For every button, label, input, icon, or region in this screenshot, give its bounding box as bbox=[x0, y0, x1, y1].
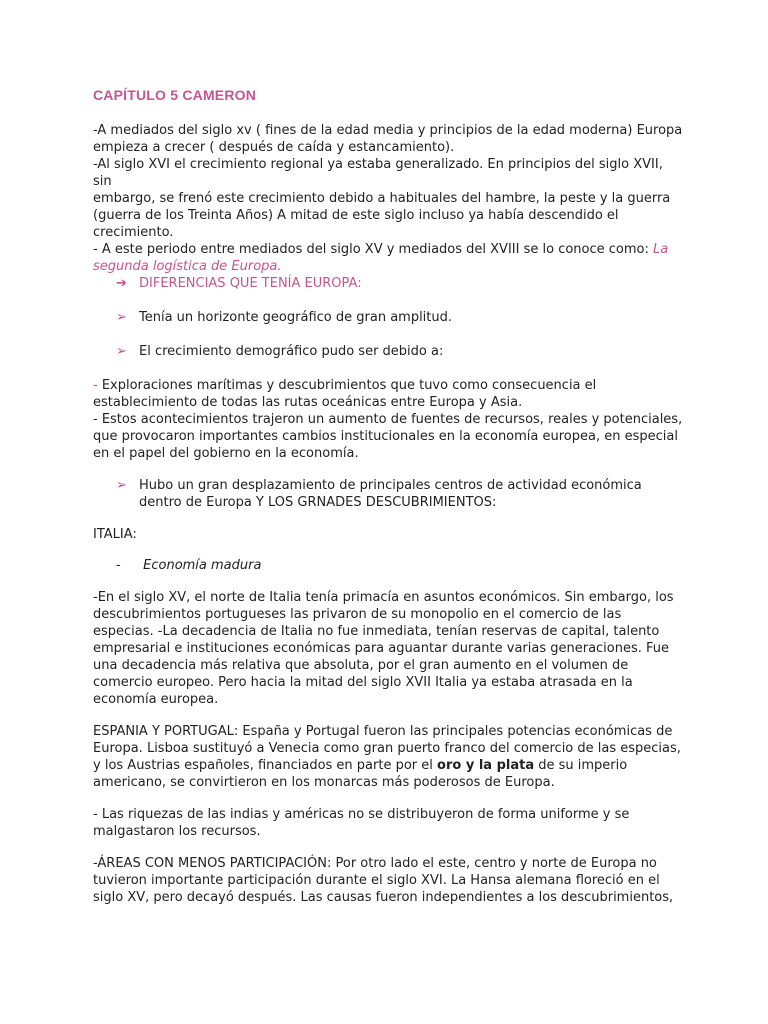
list-item bbox=[116, 477, 676, 511]
text-line: en el papel del gobierno en la economía. bbox=[93, 446, 359, 461]
text-line: descubrimientos portugueses las privaron de su monopolio en el comercio de las bbox=[93, 607, 622, 622]
text-line: malgastaron los recursos. bbox=[93, 824, 261, 839]
text-span: - A este periodo entre mediados del siglo XV y mediados del XVIII se lo conoce como: bbox=[93, 242, 653, 257]
text-line: empieza a crecer ( después de caída y estancamiento). bbox=[93, 140, 455, 155]
text-line: crecimiento. bbox=[93, 225, 174, 240]
text-line: especias. -La decadencia de Italia no fue inmediata, tenían reservas de capital, talento bbox=[93, 624, 660, 639]
text-line: -Al siglo XVI el crecimiento regional ya estaba generalizado. En principios del siglo XVII, sin bbox=[93, 157, 663, 189]
arrow-icon: ➔ bbox=[116, 276, 127, 291]
text-span: Exploraciones marítimas y descubrimientos que tuvo como consecuencia el bbox=[97, 378, 597, 393]
text-line bbox=[93, 377, 683, 394]
heading-bullet bbox=[116, 275, 676, 292]
arrowhead-icon: ➢ bbox=[116, 310, 127, 325]
bold-term: oro y la plata bbox=[437, 758, 535, 773]
text-span: de su imperio bbox=[534, 758, 628, 773]
bullet-text: El crecimiento demográfico pudo ser debido a: bbox=[139, 344, 444, 359]
arrowhead-icon: ➢ bbox=[116, 344, 127, 359]
text-line: -A mediados del siglo xv ( fines de la edad media y principios de la edad moderna) Europa bbox=[93, 123, 683, 138]
text-line bbox=[93, 258, 683, 275]
text-line: empresarial e instituciones económicas para aguantar durante varias generaciones. Fue bbox=[93, 641, 670, 656]
dash-mark: - bbox=[93, 378, 98, 393]
text-line: - Las riquezas de las indias y américas no se distribuyeron de forma uniforme y se bbox=[93, 807, 630, 822]
text-line bbox=[93, 241, 683, 258]
chapter-title: CAPÍTULO 5 CAMERON bbox=[93, 87, 257, 103]
text-line: ESPANIA Y PORTUGAL: España y Portugal fueron las principales potencias económicas de bbox=[93, 724, 673, 739]
highlight-term: La bbox=[653, 242, 669, 257]
text-line: Europa. Lisboa sustituyó a Venecia como gran puerto franco del comercio de las especias, bbox=[93, 741, 681, 756]
text-line: (guerra de los Treinta Años) A mitad de este siglo incluso ya había descendido el bbox=[93, 208, 619, 223]
paragraph bbox=[93, 589, 683, 708]
text-line: que provocaron importantes cambios institucionales en la economía europea, en especial bbox=[93, 429, 678, 444]
bullet-text: DIFERENCIAS QUE TENÍA EUROPA: bbox=[139, 276, 362, 291]
list-item bbox=[116, 309, 676, 326]
text-line bbox=[93, 757, 683, 774]
text-line: Hubo un gran desplazamiento de principales centros de actividad económica bbox=[139, 478, 642, 493]
text-line: una decadencia más relativa que absoluta, por el gran aumento en el volumen de bbox=[93, 658, 629, 673]
text-line: - Estos acontecimientos trajeron un aumento de fuentes de recursos, reales y potenciales, bbox=[93, 412, 683, 427]
paragraph bbox=[93, 855, 683, 906]
bullet-text bbox=[139, 477, 669, 511]
highlight-term: segunda logística de Europa. bbox=[93, 259, 282, 274]
bullet-text: Tenía un horizonte geográfico de gran amplitud. bbox=[139, 310, 453, 325]
text-line: -En el siglo XV, el norte de Italia tenía primacía en asuntos económicos. Sin embargo, los bbox=[93, 590, 674, 605]
text-line: americano, se convirtieron en los monarcas más poderosos de Europa. bbox=[93, 775, 555, 790]
text-line: tuvieron importante participación durante el siglo XVI. La Hansa alemana floreció en el bbox=[93, 873, 660, 888]
text-line: siglo XV, pero decayó después. Las causas fueron independientes a los descubrimientos, bbox=[93, 890, 674, 905]
paragraph bbox=[93, 723, 683, 791]
list-item bbox=[116, 343, 676, 360]
text-line: comercio europeo. Pero hacia la mitad del siglo XVII Italia ya estaba atrasada en la bbox=[93, 675, 633, 690]
paragraph bbox=[93, 806, 683, 840]
list-item-text: Economía madura bbox=[143, 558, 262, 573]
text-line: dentro de Europa Y LOS GRNADES DESCUBRIMIENTOS: bbox=[139, 495, 497, 510]
dash-mark: - bbox=[116, 558, 121, 573]
text-span: y los Austrias españoles, financiados en parte por el bbox=[93, 758, 438, 773]
text-line: -ÁREAS CON MENOS PARTICIPACIÓN: Por otro lado el este, centro y norte de Europa no bbox=[93, 856, 657, 871]
paragraph bbox=[93, 377, 683, 462]
text-line: embargo, se frenó este crecimiento debido a habituales del hambre, la peste y la guerra bbox=[93, 191, 671, 206]
text-line: establecimiento de todas las rutas oceánicas entre Europa y Asia. bbox=[93, 395, 523, 410]
list-item bbox=[116, 557, 261, 574]
arrowhead-icon: ➢ bbox=[116, 478, 127, 493]
section-label: ITALIA: bbox=[93, 527, 137, 542]
text-line: economía europea. bbox=[93, 692, 219, 707]
intro-paragraph bbox=[93, 122, 683, 275]
